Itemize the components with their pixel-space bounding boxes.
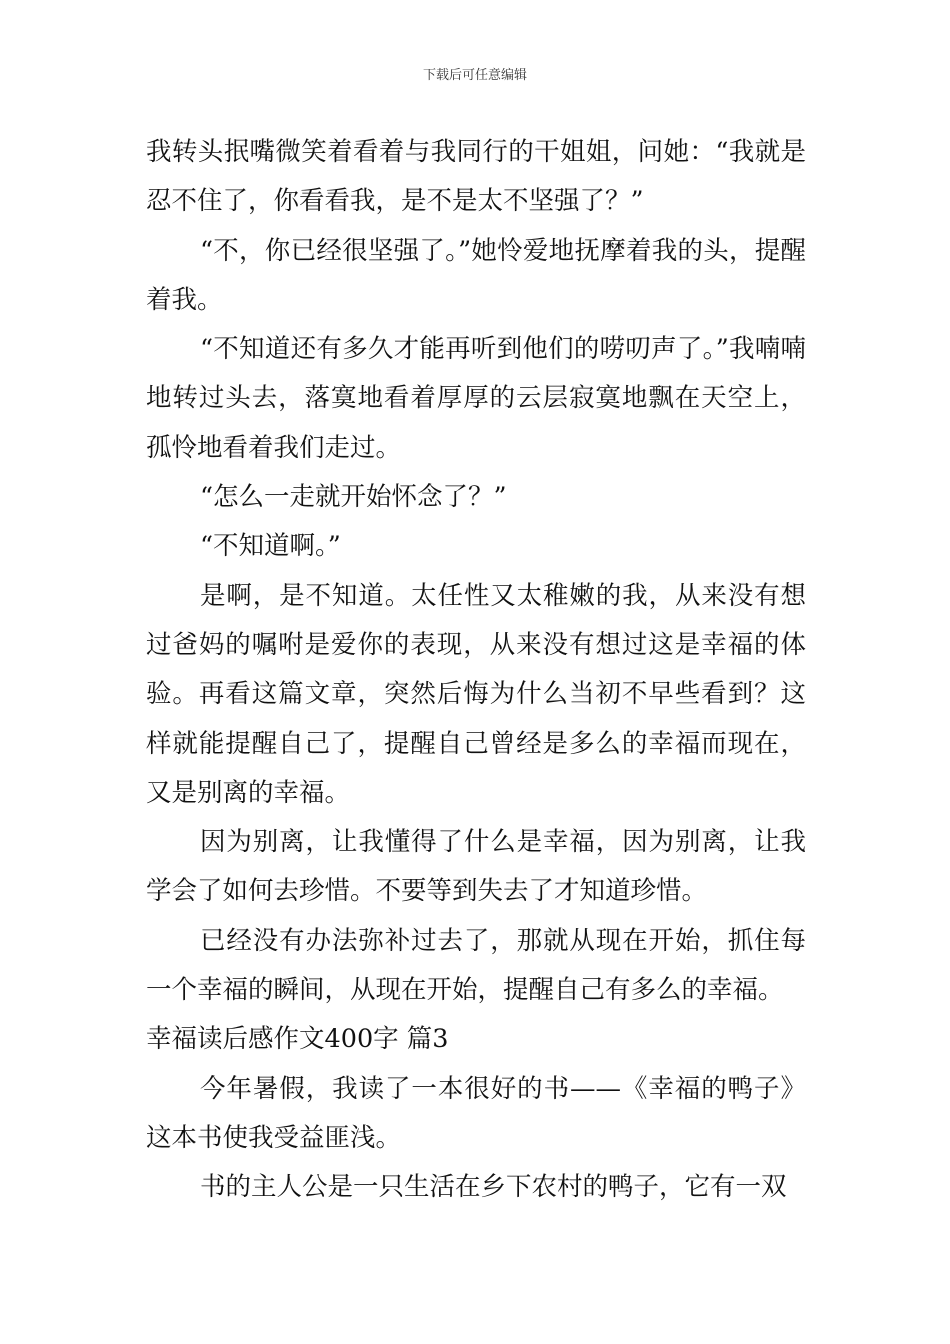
section-heading: 幸福读后感作文400字 篇3 xyxy=(146,1024,449,1055)
paragraph-1: 我转头抿嘴微笑着看着与我同行的干姐姐，问她：“我就是忍不住了，你看看我，是不是太不坚强了？” xyxy=(146,137,806,217)
paragraph-4: “怎么一走就开始怀念了？” xyxy=(200,482,507,513)
paragraph-9: 今年暑假，我读了一本很好的书——《幸福的鸭子》这本书使我受益匪浅。 xyxy=(146,1073,806,1153)
document-body xyxy=(146,128,806,1213)
paragraph-3: “不知道还有多久才能再听到他们的唠叨声了。”我喃喃地转过头去，落寞地看着厚厚的云层寂寞地飘在天空上，孤怜地看着我们走过。 xyxy=(146,334,806,463)
paragraph-8: 已经没有办法弥补过去了，那就从现在开始，抓住每一个幸福的瞬间，从现在开始，提醒自己有多么的幸福。 xyxy=(146,925,806,1006)
paragraph-5: “不知道啊。” xyxy=(200,531,341,562)
paragraph-10: 书的主人公是一只生活在乡下农村的鸭子，它有一双 xyxy=(200,1172,787,1203)
paragraph-6: 是啊，是不知道。太任性又太稚嫩的我，从来没有想过爸妈的嘱咐是爱你的表现，从来没有想过这是幸福的体验。再看这篇文章，突然后悔为什么当初不早些看到？这样就能提醒自己了，提醒自己曾经是多么的幸福而现在，又是别离的幸福。 xyxy=(146,580,806,808)
paragraph-7: 因为别离，让我懂得了什么是幸福，因为别离，让我学会了如何去珍惜。不要等到失去了才知道珍惜。 xyxy=(146,827,806,907)
paragraph-2: “不，你已经很坚强了。”她怜爱地抚摩着我的头，提醒着我。 xyxy=(146,235,806,315)
page-header: 下载后可任意编辑 xyxy=(422,68,527,83)
